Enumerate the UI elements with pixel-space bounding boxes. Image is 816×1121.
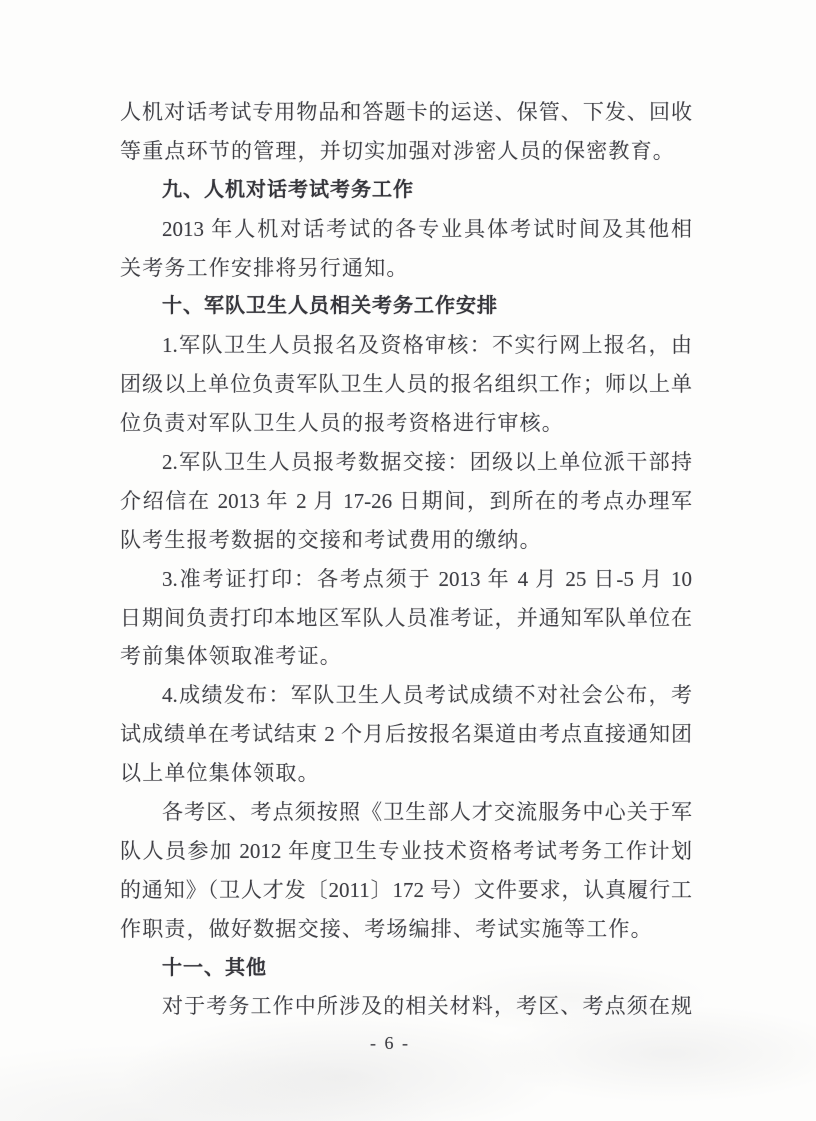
body-line: 作职责，做好数据交接、考场编排、考试实施等工作。: [120, 916, 653, 941]
body-line: 各考区、考点须按照《卫生部人才交流服务中心关于军: [162, 800, 692, 825]
body-line: 1.军队卫生人员报名及资格审核：不实行网上报名，由: [162, 333, 692, 358]
body-line: 2013 年人机对话考试的各专业具体考试时间及其他相: [162, 216, 692, 241]
body-line: 关考务工作安排将另行通知。: [120, 255, 409, 280]
body-line: 2.军队卫生人员报考数据交接：团级以上单位派干部持: [162, 450, 692, 475]
body-line: 以上单位集体领取。: [120, 761, 320, 786]
body-line: 人机对话考试专用物品和答题卡的运送、保管、下发、回收: [120, 100, 692, 124]
body-line: 队人员参加 2012 年度卫生专业技术资格考试考务工作计划: [120, 838, 692, 863]
section-heading: 十一、其他: [162, 956, 267, 979]
body-line: 试成绩单在考试结束 2 个月后按报名渠道由考点直接通知团: [120, 722, 692, 747]
body-line: 介绍信在 2013 年 2 月 17-26 日期间，到所在的考点办理军: [120, 488, 692, 513]
body-line: 团级以上单位负责军队卫生人员的报名组织工作；师以上单: [120, 372, 692, 397]
body-line: 的通知》（卫人才发〔2011〕172 号）文件要求，认真履行工: [120, 877, 692, 902]
body-line: 等重点环节的管理，并切实加强对涉密人员的保密教育。: [120, 138, 675, 163]
page-number: - 6 -: [370, 1033, 410, 1053]
body-line: 日期间负责打印本地区军队人员准考证，并通知军队单位在: [120, 605, 692, 630]
document-body: [120, 93, 692, 1026]
section-heading: 九、人机对话考试考务工作: [162, 178, 414, 201]
body-line: 位负责对军队卫生人员的报考资格进行审核。: [120, 411, 564, 436]
section-heading: 十、军队卫生人员相关考务工作安排: [162, 295, 498, 318]
body-line: 3.准考证打印：各考点须于 2013 年 4 月 25 日-5 月 10: [162, 566, 692, 591]
body-line: 对于考务工作中所涉及的相关材料，考区、考点须在规: [162, 994, 692, 1019]
body-line: 4.成绩发布：军队卫生人员考试成绩不对社会公布，考: [162, 683, 692, 708]
body-line: 队考生报考数据的交接和考试费用的缴纳。: [120, 527, 542, 552]
body-line: 考前集体领取准考证。: [120, 644, 342, 669]
